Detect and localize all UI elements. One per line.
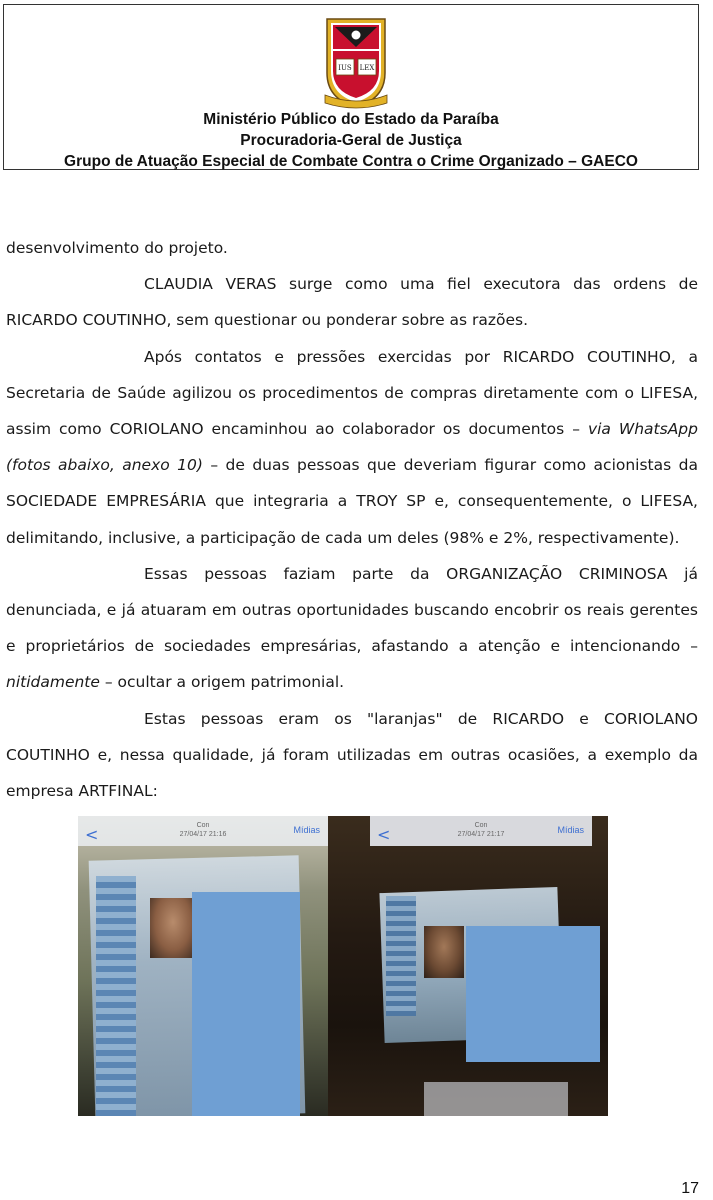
redaction-block-right [466,926,600,1062]
media-link: Mídias [293,825,320,835]
back-chevron-icon: < [85,825,99,844]
back-chevron-icon: < [377,825,391,844]
contact-name: Con [474,822,488,829]
message-timestamp: 27/04/17 21:17 [457,831,505,838]
paragraph-pressures-italic: via WhatsApp (fotos abaixo, anexo 10) [6,420,698,475]
whatsapp-header-left [78,816,328,846]
id-portrait-right [424,926,464,978]
whatsapp-header-right [370,816,592,846]
paragraph-organization-italic: nitidamente [6,673,100,692]
paragraph-pressures [6,339,698,556]
photo-document-right [328,816,608,1116]
media-link: Mídias [557,825,584,835]
evidence-photos [78,816,608,1116]
paragraph-organization-text-a: Essas pessoas faziam parte da ORGANIZAÇÃO CRIMINOSA já denunciada, e já atuaram em outras oportunidades buscando encobrir os reais gerentes e proprietários de sociedades empresárias, afastando a atenção e intencionando – [6,564,698,656]
id-card-pattern [96,876,136,1116]
id-card-pattern [386,896,416,1016]
phone-toolbar [424,1082,568,1116]
svg-text:LEX: LEX [359,64,375,72]
document-header [3,4,699,170]
id-portrait-left [150,898,196,958]
paragraph-organization-text-c: – ocultar a origem patrimonial. [99,673,345,692]
header-title-pgj: Procuradoria-Geral de Justiça [240,132,462,149]
header-title-gaeco: Grupo de Atuação Especial de Combate Contra o Crime Organizado – GAECO [64,153,638,170]
crest-emblem-icon [321,15,391,111]
chat-info-left [78,821,328,839]
page-number: 17 [681,1180,699,1197]
paragraph-organization [6,556,698,701]
paragraph-pressures-text-a: Após contatos e pressões exercidas por RICARDO COUTINHO, a Secretaria de Saúde agilizou os procedimentos de compras diretamente com o LIFESA, assim como CORIOLANO encaminhou ao colaborador os documentos – [6,347,698,439]
paragraph-pressures-text-c: – de duas pessoas que deveriam figurar como acionistas da SOCIEDADE EMPRESÁRIA que integraria a TROY SP e, consequentemente, o LIFESA, delimitando, inclusive, a participação de cada um deles (98% e 2%, respectivamente). [6,456,698,547]
svg-text:IUS: IUS [338,64,352,72]
header-title-mp: Ministério Público do Estado da Paraíba [203,111,499,128]
redaction-block-left [192,892,300,1116]
paragraph-laranjas: Estas pessoas eram os "laranjas" de RICARDO e CORIOLANO COUTINHO e, nessa qualidade, já foram utilizadas em outras ocasiões, a exemplo da empresa ARTFINAL: [6,709,698,801]
paragraph-claudia-veras: CLAUDIA VERAS surge como uma fiel executora das ordens de RICARDO COUTINHO, sem questionar ou ponderar sobre as razões. [6,275,698,330]
document-body [6,230,698,809]
photo-document-left [78,816,328,1116]
paragraph-continuation: desenvolvimento do projeto. [6,239,228,257]
contact-name: Con [196,822,210,829]
message-timestamp: 27/04/17 21:16 [179,831,227,838]
